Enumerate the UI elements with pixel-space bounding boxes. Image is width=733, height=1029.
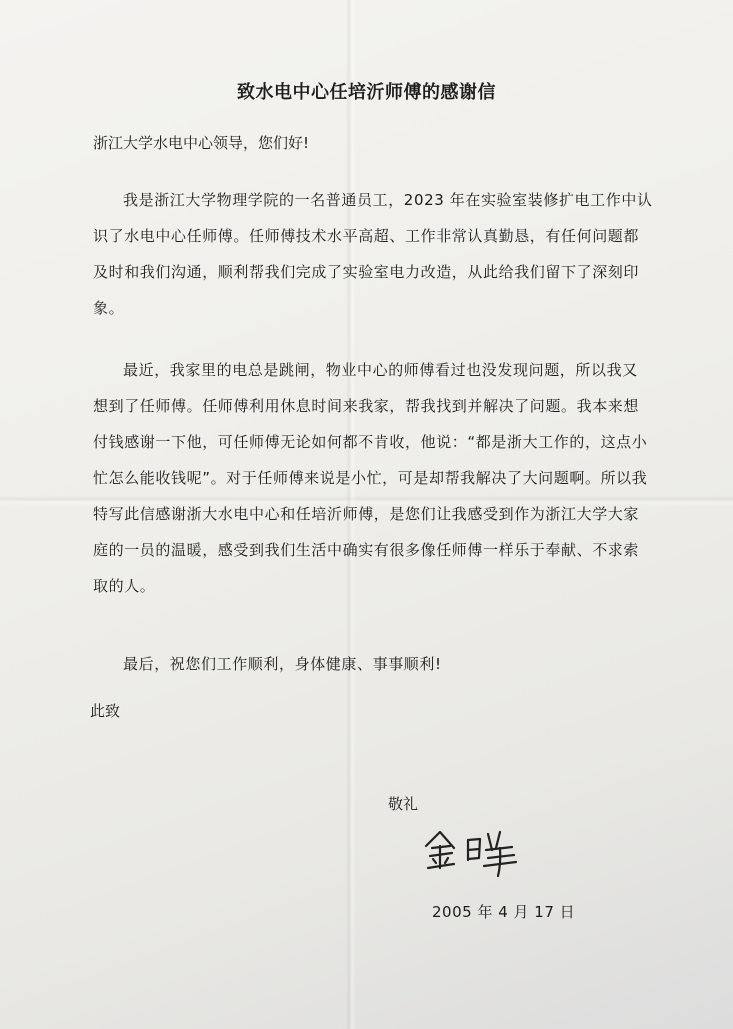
paragraph-1: 我是浙江大学物理学院的一名普通员工，2023 年在实验室装修扩电工作中认识了水电中心任师傅。任师傅技术水平高超、工作非常认真勤恳，有任何问题都及时和我们沟通，顺利帮我们完成了实验室电力改造，从此给我们留下了深刻印象。 <box>93 191 653 317</box>
paragraph-2: 最近，我家里的电总是跳闸，物业中心的师傅看过也没发现问题，所以我又想到了任师傅。任师傅利用休息时间来我家，帮我找到并解决了问题。我本来想付钱感谢一下他，可任师傅无论如何都不肯收，他说：“都是浙大工作的，这点小忙怎么能收钱呢”。对于任师傅来说是小忙，可是却帮我解决了大问题啊。所以我特写此信感谢浙大水电中心和任培沂师傅，是您们让我感受到作为浙江大学大家庭的一员的温暖，感受到我们生活中确实有很多像任师傅一样乐于奉献、不求索取的人。 <box>93 361 648 595</box>
regards: 敬礼 <box>388 795 419 813</box>
paragraph-3: 最后，祝您们工作顺利，身体健康、事事顺利! <box>123 655 442 673</box>
letter-date: 2005 年 4 月 17 日 <box>432 903 576 921</box>
handwritten-signature <box>418 822 528 880</box>
letter-title: 致水电中心任培沂师傅的感谢信 <box>237 82 496 103</box>
salutation: 浙江大学水电中心领导，您们好! <box>93 134 310 152</box>
closing-phrase: 此致 <box>90 702 121 720</box>
